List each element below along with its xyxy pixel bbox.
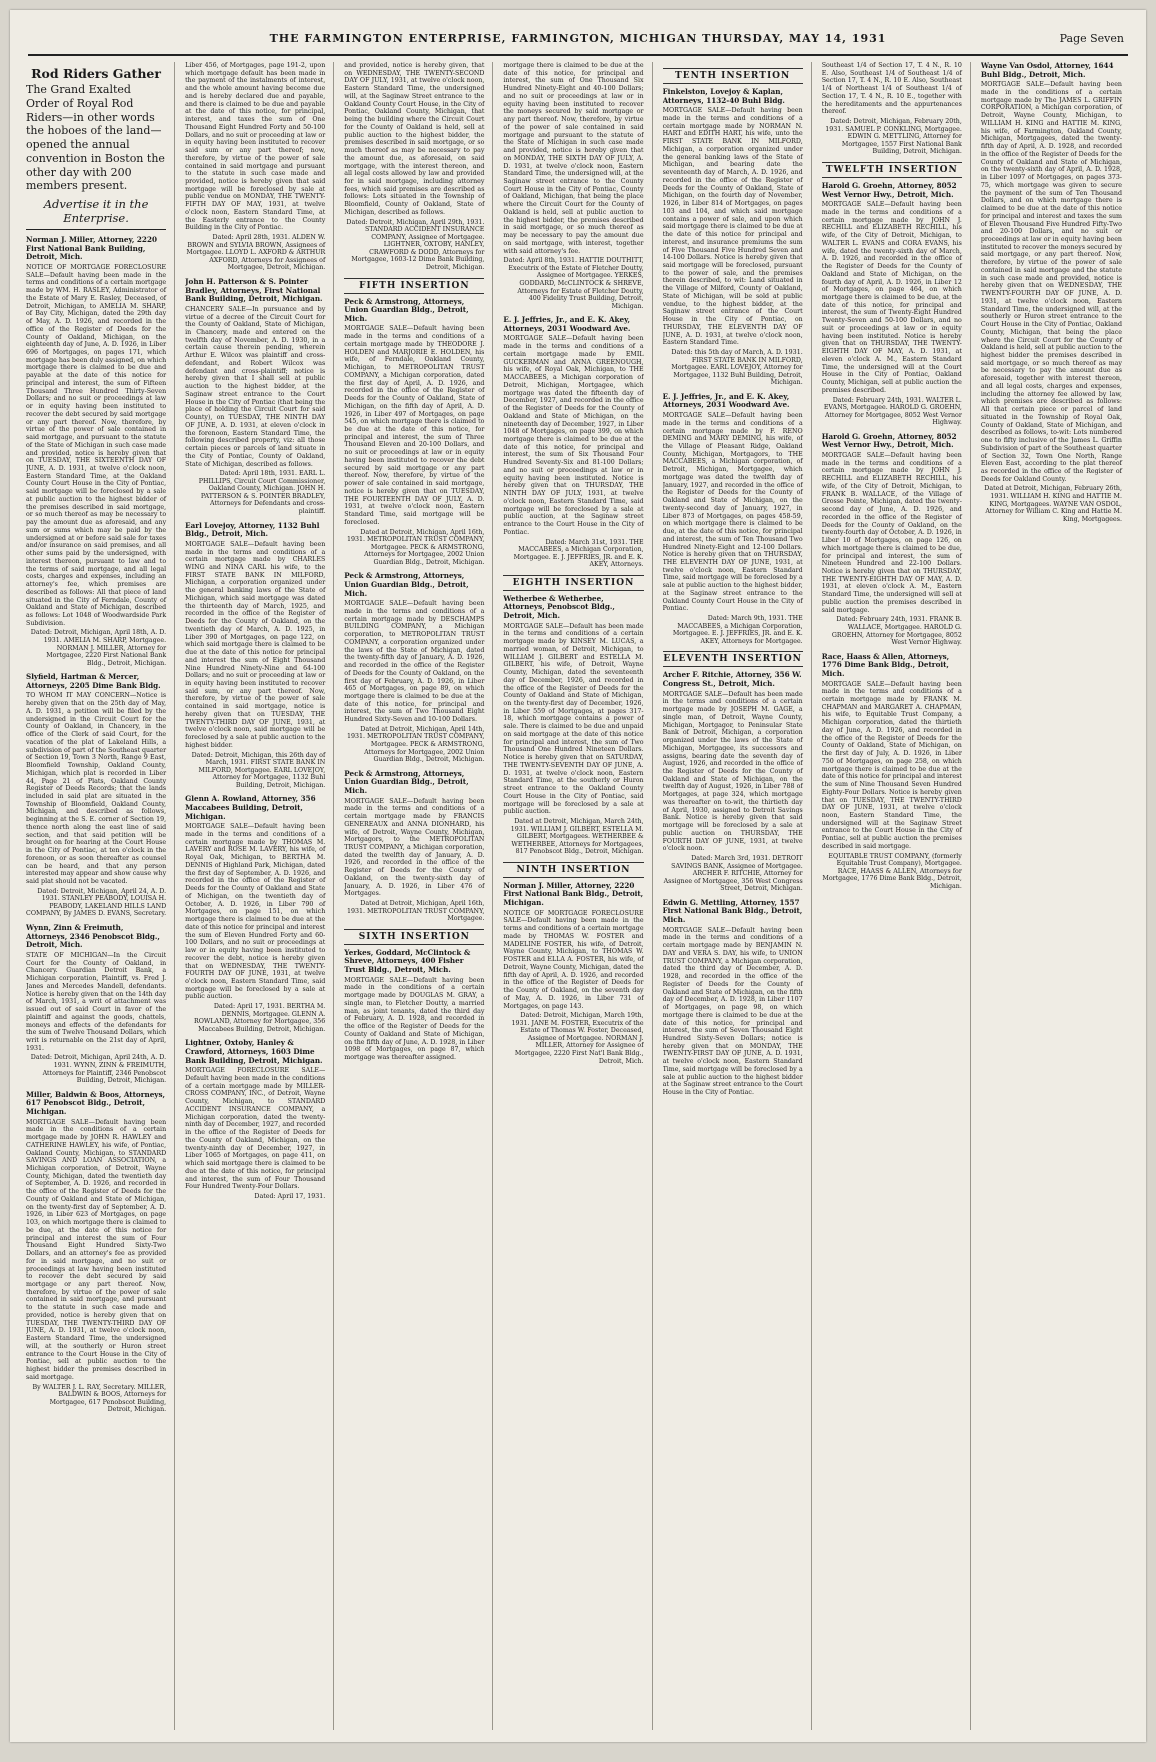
legal-notice [185,1039,325,1200]
notice-title: Race, Haass & Allen, Attorneys, 1776 Dime Bank Bldg., Detroit, Mich. [821,651,950,678]
notice-text: MORTGAGE SALE—Default having been made in the terms and conditions of a certain mortgage made by FRANK M. CHAPMAN and MARGARET A. CHAPMAN, his wife, to Equitable Trust Company, a Michigan corporation, dated the thirtieth day of June, A. D. 1926, and recorded in the office of the Register of Deeds for the County of Oakland, State of Michigan, on the first day of July, A. D. 1926, in Liber 750 of Mortgages, on page 258, on which mortgage there is claimed to be due at the date of this notice for principal and interest the sum of Nine Thousand Seven Hundred Eighty-Four Dollars. Notice is hereby given that on TUESDAY, THE TWENTY-THIRD DAY OF JUNE, 1931, at twelve o'clock noon, Eastern Standard Time, the undersigned will at the Saginaw Street entrance to the Court House in the City of Pontiac, sell at public auction the premises described in said mortgage. [821,680,962,850]
notice-text: CHANCERY SALE—In pursuance and by virtue of a decree of the Circuit Court for the County of Oakland, State of Michigan, in Chancery, made and entered on the twelfth day of November, A. D. 1930, in a certain cause therein pending, wherein Arthur E. Wilcox was plaintiff and cross-defendant, and Robert Wilcox was defendant and cross-plaintiff; notice is hereby given that I shall sell at public auction to the highest bidder, at the Saginaw street entrance to the Court House in the City of Pontiac (that being the place of holding the Circuit Court for said County), on TUESDAY, THE NINTH DAY OF JUNE, A. D. 1931, at eleven o'clock in the forenoon, Eastern Standard Time, the following described property, viz: all those certain pieces or parcels of land situate in the City of Pontiac, County of Oakland, State of Michigan, described as follows. [185,305,326,468]
notice-title: E. J. Jeffries, Jr., and E. K. Akey, Attorneys, 2031 Woodward Ave. [503,315,631,333]
legal-notice [344,62,484,272]
newspaper-page [10,10,1146,1742]
notice-title: Archer F. Ritchie, Attorney, 356 W. Congress St., Detroit, Mich. [662,670,802,688]
legal-notice [822,433,962,647]
notice-title: Wayne Van Osdol, Attorney, 1644 Buhl Bldg., Detroit, Mich. [980,62,1114,79]
insertion-header: EIGHTH INSERTION [503,575,643,591]
legal-notice [663,899,803,1097]
notice-text: MORTGAGE SALE—Default having been made in the terms and conditions of a certain mortgage made by JOHN J. RECHILL and ELIZABETH RECHILL, his wife, of the City of Detroit, Michigan, to WALTER L. EVANS and CORA EVANS, his wife, dated the twenty-sixth day of March, A. D. 1926, and recorded in the office of the Register of Deeds for the County of Oakland and State of Michigan, on the fourth day of April, A. D. 1926, in Liber 12 of Mortgages, on page 464, on which mortgage there is claimed to be due, at the date of this notice, for principal and interest, the sum of Twenty-Eight Hundred Twenty-Seven and 50-100 Dollars, and no suit or proceedings at law or in equity having been instituted. Notice is hereby given that on THURSDAY, THE TWENTY-EIGHTH DAY OF MAY, A. D. 1931, at eleven o'clock A. M., Eastern Standard Time, the undersigned will at the Court House in the City of Pontiac, Oakland County, Michigan, sell at public auction the premises described. [821,201,962,394]
notice-signature: Dated at Detroit, Michigan, February 26th, 1931. WILLIAM H. KING and HATTIE M. KING, Mortgagees. WAYNE VAN OSDOL, Attorney for William C. King and Hattie M. King, Mortgagees. [984,485,1122,523]
notice-text: MORTGAGE SALE—Default having been made in the conditions of a certain mortgage made by DOUGLAS M. GRAY, a single man, to Fletcher Doutty, a married man, as joint tenants, dated the third day of February, A. D. 1928, and recorded in the office of the Register of Deeds for the County of Oakland and State of Michigan, on the fifth day of June, A. D. 1928, in Liber 1098 of Mortgages, on page 87, which mortgage was thereafter assigned. [344,976,485,1062]
notice-signature: Dated: February 24th, 1931. FRANK B. WALLACE, Mortgagee. HAROLD G. GROEHN, Attorney for Mortgagee, 8052 West Vernor Highway. [831,616,962,647]
feature-headline: Rod Riders Gather [31,66,161,81]
notice-title: Slyfield, Hartman & Mercer, Attorneys, 2205 Dime Bank Bldg. [26,672,161,690]
notice-title: Harold G. Groehn, Attorney, 8052 West Vernor Hwy., Detroit, Mich. [821,431,957,450]
notice-signature: Dated: April 28th, 1931. ALDEN W. BROWN and SYLVIA BROWN, Assignees of Mortgagee. LLOYD L. AXFORD & ARTHUR AXFORD, Attorneys for Assignees of Mortgagee, Detroit, Michigan. [186,234,326,272]
notice-title: Finkelston, Lovejoy & Kaplan, Attorneys, 1132-40 Buhl Bldg. [662,87,785,105]
feature-tagline: Advertise it in the Enterprise. [26,197,166,230]
notice-text: MORTGAGE SALE—Default having been made in the conditions of a certain mortgage made by JOHN R. HAWLEY and CATHERINE HAWLEY, his wife, of Pontiac, Oakland County, Michigan, to STANDARD SAVINGS AND LOAN ASSOCIATION, a Michigan corporation, of Detroit, Wayne County, Michigan, dated the twentieth day of September, A. D. 1926, and recorded in the office of the Register of Deeds for the County of Oakland and State of Michigan, on the twenty-first day of September, A. D. 1926, in Liber 623 of Mortgages, on page 103, on which mortgage there is claimed to be due, at the date of this notice for principal and interest the sum of Four Thousand Eight Hundred Sixty-Two Dollars, and an attorney's fee as provided for in said mortgage, and no suit or proceedings at law having been instituted to recover the debt secured by said mortgage or any part thereof. Now, therefore, by virtue of the power of sale contained in said mortgage, and pursuant to the statute in such case made and provided, notice is hereby given that on TUESDAY, THE TWENTY-THIRD DAY OF JUNE, A. D. 1931, at twelve o'clock noon, Eastern Standard Time, the undersigned will, at the southerly or Huron street entrance to the Court House in the City of Pontiac, sell at public auction to the highest bidder the premises described in said mortgage. [26,1118,167,1381]
notice-text: MORTGAGE SALE—Default having been made in the terms and conditions of a certain mortgage made by THOMAS M. LAVERY and ROSE M. LAVERY, his wife, of Royal Oak, Michigan, to BERTHA M. DENNIS of Highland Park, Michigan, dated the first day of September, A. D. 1926, and recorded in the office of the Register of Deeds for the County of Oakland and State of Michigan, on the twentieth day of October, A. D. 1926, in Liber 790 of Mortgages, on page 151, on which mortgage there is claimed to be due at the date of this notice for principal and interest the sum of Eleven Hundred Forty and 60-100 Dollars, and no suit or proceedings at law or in equity having been instituted to recover the debt, notice is hereby given that on WEDNESDAY, THE TWENTY-FOURTH DAY OF JUNE, 1931, at twelve o'clock noon, Eastern Standard Time, said mortgage will be foreclosed by a sale at public auction. [185,823,326,1001]
notice-text: NOTICE OF MORTGAGE FORECLOSURE SALE—Default having been made in the terms and conditions of a certain mortgage made by WM. H. RASLEY, Administrator of the Estate of Mary E. Rasley, Deceased, of Detroit, Michigan, to AMELIA M. SHARP, of Bay City, Michigan, dated the 29th day of May, A. D. 1926, and recorded in the office of the Register of Deeds for the County of Oakland, Michigan, on the eighteenth day of June, A. D. 1926, in Liber 696 of Mortgages, on pages 171, which mortgage has been duly assigned, on which mortgage there is claimed to be due and payable at the date of this notice for principal and interest, the sum of Fifteen Thousand Three Hundred Thirty-Seven Dollars; and no suit or proceedings at law or in equity having been instituted to recover the debt secured by said mortgage or any part thereof. Now, therefore, by virtue of the power of sale contained in said mortgage, and pursuant to the statute of the State of Michigan in such case made and provided, notice is hereby given that on TUESDAY, THE SIXTEENTH DAY OF JUNE, A. D. 1931, at twelve o'clock noon, Eastern Standard Time, at the Oakland County Court House in the City of Pontiac, said mortgage will be foreclosed by a sale at public auction to the highest bidder of the premises described in said mortgage, or so much thereof as may be necessary to pay the amount due as aforesaid, and any sum or sums which may be paid by the undersigned at or before said sale for taxes and/or insurance on said premises, and all other sums paid by the undersigned, with interest thereon, pursuant to law and to the terms of said mortgage, and all legal costs, charges and expenses, including an attorney's fee, which premises are described as follows: All that piece of land situated in the City of Ferndale, County of Oakland and State of Michigan, described as follows: Lot 1048 of Woodwardside Park Subdivision. [26,263,167,627]
legal-notice [663,393,803,646]
notice-signature: Dated: April 8th, 1931. HATTIE DOUTHITT, Executrix of the Estate of Fletcher Doutty, Assignee of Mortgagee. YERKES, GODDARD, McCLINTOCK & SHREVE, Attorneys for Estate of Fletcher Doutty, 400 Fidelity Trust Building, Detroit, Michigan. [503,257,644,310]
legal-notice [344,298,484,567]
legal-notice [503,62,643,310]
legal-notice [503,316,643,569]
notice-title: Norman J. Miller, Attorney, 2220 First National Bank Bldg., Detroit, Michigan. [503,880,644,908]
legal-notice [663,671,803,892]
legal-notice [822,62,962,156]
notice-signature: Dated at Detroit, Michigan, April 16th, 1931. METROPOLITAN TRUST COMPANY, Mortgagee. [347,900,485,923]
legal-notice [26,236,166,667]
notice-text: TO WHOM IT MAY CONCERN—Notice is hereby given that on the 25th day of May, A. D. 1931, a petition will be filed by the undersigned in the Circuit Court for the County of Oakland, in Chancery, in the office of the Clerk of said Court, for the vacation of the plat of Lakeland Hills, a subdivision of part of the Southeast quarter of Section 19, Town 3 North, Range 9 East, Bloomfield Township, Oakland County, Michigan, which plat is recorded in Liber 44, Page 21 of Plats, Oakland County Register of Deeds Records; that the lands included in said plat are situated in the Township of Bloomfield, Oakland County, Michigan, and described as follows, beginning at the S. E. corner of Section 19, thence north along the east line of said section, and that said petition will be brought on for hearing at the Court House in the City of Pontiac, at ten o'clock in the forenoon, or as soon thereafter as counsel can be heard, and that any person interested may appear and show cause why said plat should not be vacated. [26,692,167,886]
notice-text: MORTGAGE SALE—Default having been made in the terms and conditions of a certain mortgage made by F. RENO DEMING and MARY DEMING, his wife, of the Village of Pleasant Ridge, Oakland County, Michigan, Mortgagors, to THE MACCABEES, a Michigan corporation, of Detroit, Michigan, Mortgagee, which mortgage was dated the twelfth day of January, 1927, and recorded in the office of the Register of Deeds for the County of Oakland and State of Michigan, on the twenty-second day of January, 1927, in Liber 873 of Mortgages, on pages 458-59, on which mortgage there is claimed to be due, at the date of this notice, for principal and interest, the sum of Ten Thousand Two Hundred Ninety-Eight and 12-100 Dollars. Notice is hereby given that on THURSDAY, THE ELEVENTH DAY OF JUNE, 1931, at twelve o'clock noon, Eastern Standard Time, said mortgage will be foreclosed by a sale at public auction to the highest bidder, at the Saginaw street entrance to the Oakland County Court House in the City of Pontiac. [662,412,803,613]
legal-notice [26,673,166,918]
column-2 [185,62,334,1730]
legal-notice [503,595,643,856]
notice-title: Peck & Armstrong, Attorneys, Union Guardian Bldg., Detroit, Mich. [344,768,469,795]
notice-text: MORTGAGE SALE—Default has been made in the terms and conditions of a certain mortgage made by JOSEPH M. GAGE, a single man, of Detroit, Wayne County, Michigan, Mortgagor, to Peninsular State Bank of Detroit, Michigan, a corporation organized under the laws of the State of Michigan, Mortgagee, its successors and assigns, bearing date the seventh day of August, 1926, and recorded in the office of the Register of Deeds for the County of Oakland and State of Michigan, on the twelfth day of August, 1926, in Liber 788 of Mortgages, at page 324, which mortgage was thereafter on to-wit, the thirtieth day of April, 1930, assigned to Detroit Savings Bank. Notice is hereby given that said mortgage will be foreclosed by a sale at public auction on THURSDAY, THE FOURTH DAY OF JUNE, 1931, at twelve o'clock noon. [662,690,803,853]
notice-signature: Dated: April 18th, 1931. EARL L. PHILLIPS, Circuit Court Commissioner, Oakland County, Michigan. JOHN H. PATTERSON & S. POINTER BRADLEY, Attorneys for Defendants and cross-plaintiff. [198,470,326,515]
notice-text: MORTGAGE SALE—Default having been made in the terms and conditions of a certain mortgage made by CHARLES WING and NINA CARL his wife, to the FIRST STATE BANK IN MILFORD, Michigan, a corporation organized under the general banking laws of the State of Michigan, which said mortgage was dated the thirteenth day of March, 1925, and recorded in the office of the Register of Deeds for the County of Oakland, on the twentieth day of March, A. D. 1925, in Liber 390 of Mortgages, on page 122, on which said mortgage there is claimed to be due at the date of this notice for principal and interest the sum of Eight Thousand Nine Hundred Ninety-Nine and 64-100 Dollars; and no suit or proceeding at law or in equity having been instituted to recover said sum, or any part thereof. Now, therefore, by virtue of the power of sale contained in said mortgage, notice is hereby given that on TUESDAY, THE TWENTY-THIRD DAY OF JUNE, 1931, at twelve o'clock noon, said mortgage will be foreclosed by a sale at public auction to the highest bidder. [185,540,326,749]
notice-text: MORTGAGE SALE—Default having been made in the conditions of a certain mortgage made by The JAMES L. GRIFFIN CORPORATION, a Michigan corporation, of Detroit, Wayne County, Michigan, to WILLIAM H. KING and HATTIE M. KING, his wife, of Farmington, Oakland County, Michigan, Mortgagees, dated the twenty-fifth day of April, A. D. 1928, and recorded in the office of the Register of Deeds for the County of Oakland and State of Michigan, on the twenty-sixth day of April, A. D. 1928, in Liber 1097 of Mortgages, on pages 373-75, which mortgage was given to secure the payment of the sum of Ten Thousand Dollars, and on which mortgage there is claimed to be due at the date of this notice for principal and interest and taxes the sum of Eleven Thousand Five Hundred Fifty-Two and 20-100 Dollars, and no suit or proceedings at law or in equity having been instituted to recover the moneys secured by said mortgage, or any part thereof. Now, therefore, by virtue of the power of sale contained in said mortgage and the statute in such case made and provided, notice is hereby given that on WEDNESDAY, THE TWENTY-FOURTH DAY OF JUNE, A. D. 1931, at twelve o'clock noon, Eastern Standard Time, the undersigned will, at the southerly or Huron street entrance to the Court House in the City of Pontiac, Oakland County, Michigan, that being the place where the Circuit Court for the County of Oakland is held, sell at public auction to the highest bidder the premises described in said mortgage, or so much thereof as may be necessary to pay the amount due as aforesaid, together with interest thereon, and all legal costs, charges and expenses, including the attorney fee allowed by law, which premises are described as follows: All that certain piece or parcel of land situated in the Township of Royal Oak, County of Oakland, State of Michigan, and described as follows, to-wit: Lots numbered one to fifty inclusive of the James L. Griffin Subdivision of part of the Southeast quarter of Section 32, Town One North, Range Eleven East, according to the plat thereof as recorded in the office of the Register of Deeds for Oakland County. [980,81,1122,483]
legal-notice [981,62,1122,523]
notice-text: MORTGAGE SALE—Default has been made in the terms and conditions of a certain mortgage made by KINSEY M. LUCAS, a married woman, of Detroit, Michigan, to WILLIAM J. GILBERT and ESTELLA M. GILBERT, his wife, of Detroit, Wayne County, Michigan, dated the seventeenth day of December, 1926, and recorded in the office of the Register of Deeds for the County of Oakland and State of Michigan, on the twenty-first day of December, 1926, in Liber 559 of Mortgages, at pages 317-18, which mortgage contains a power of sale. There is claimed to be due and unpaid on said mortgage at the date of this notice for principal and interest, the sum of Two Thousand One Hundred Nineteen Dollars. Notice is hereby given that on SATURDAY, THE TWENTY-SEVENTH DAY OF JUNE, A. D. 1931, at twelve o'clock noon, Eastern Standard Time, at the southerly or Huron street entrance to the Oakland County Court House in the City of Pontiac, said mortgage will be foreclosed by a sale at public auction. [503,622,644,816]
notice-title: Earl Lovejoy, Attorney, 1132 Buhl Bldg., Detroit, Mich. [185,520,320,539]
notice-signature: Dated: Detroit, Michigan, March 19th, 1931. JANE M. FOSTER, Executrix of the Estate of Thomas W. Foster, Deceased, Assignee of Mortgagee. NORMAN J. MILLER, Attorney for Assignee of Mortgagee, 2220 First Nat'l Bank Bldg., Detroit, Mich. [511,1012,644,1065]
notice-title: Peck & Armstrong, Attorneys, Union Guardian Bldg., Detroit, Mich. [344,571,469,598]
column-4 [503,62,652,1730]
notice-text: MORTGAGE SALE—Default having been made in the terms and conditions of a certain mortgage made by FRANCIS GENEREAUX and ANNA DIONHARD, his wife, of Detroit, Wayne County, Michigan, Mortgagors, to the METROPOLITAN TRUST COMPANY, a Michigan corporation, dated the twelfth day of January, A. D. 1926, and recorded in the office of the Register of Deeds for the County of Oakland, on the twenty-sixth day of January, A. D. 1926, in Liber 476 of Mortgages. [344,797,485,898]
notice-text: MORTGAGE SALE—Default having been made in the terms and conditions of a certain mortgage made by JOHN J. RECHILL and ELIZABETH RECHILL, his wife, of the City of Detroit, Michigan, to FRANK B. WALLACE, of the Village of Grosse Pointe, Michigan, dated the twenty-second day of June, A. D. 1926, and recorded in the office of the Register of Deeds for the County of Oakland, on the twenty-fourth day of October, A. D. 1926, in Liber 10 of Mortgages, on page 126, on which mortgage there is claimed to be due, for principal and interest, the sum of Nineteen Hundred and 22-100 Dollars. Notice is hereby given that on THURSDAY, THE TWENTY-EIGHTH DAY OF MAY, A. D. 1931, at eleven o'clock A. M., Eastern Standard Time, the undersigned will sell at public auction the premises described in said mortgage. [821,451,962,614]
notice-signature: Dated: March 3rd, 1931. DETROIT SAVINGS BANK, Assignee of Mortgagee. ARCHER F. RITCHIE, Attorney for Assignee of Mortgagee, 356 West Congress Street, Detroit, Michigan. [663,855,803,893]
legal-notice [185,522,325,790]
legal-notice [344,770,484,923]
notice-title: Peck & Armstrong, Attorneys, Union Guardian Bldg., Detroit, Mich. [344,296,469,323]
notice-signature: Dated: Detroit, Michigan, April 29th, 1931. STANDARD ACCIDENT INSURANCE COMPANY, Assignee of Mortgagee. LIGHTNER, OXTOBY, HANLEY, CRAWFORD & DODD, Attorneys for Mortgagee, 1603-12 Dime Bank Building, Detroit, Michigan. [346,218,485,271]
legal-notice [185,278,325,516]
notice-text: and provided, notice is hereby given, that on WEDNESDAY, THE TWENTY-SECOND DAY OF JULY, 1931, at twelve o'clock noon, Eastern Standard Time, the undersigned will, at the Saginaw Street entrance to the Oakland County Court House, in the City of Pontiac, Oakland County, Michigan, that being the building where the Circuit Court for the County of Oakland is held, sell at public auction to the highest bidder, the premises described in said mortgage, or so much thereof as may be necessary to pay the amount due, as aforesaid, on said mortgage, with the interest thereon, and all legal costs allowed by law and provided for in said mortgage, including attorney fees, which said premises are described as follows: Lots situated in the Township of Bloomfield, County of Oakland, State of Michigan, described as follows. [344,62,485,216]
notice-signature: Dated: February 24th, 1931. WALTER L. EVANS, Mortgagee. HAROLD G. GROEHN, Attorney for Mortgagee, 8052 West Vernor Highway. [823,396,962,427]
notice-title: John H. Patterson & S. Pointer Bradley, Attorneys, First National Bank Building, Detroit, Michigan. [185,276,323,304]
notice-text: MORTGAGE SALE—Default having been made in the terms and conditions of a certain mortgage made by THEODORE J. HOLDEN and MARJORIE E. HOLDEN, his wife, of Ferndale, Oakland County, Michigan, to METROPOLITAN TRUST COMPANY, a Michigan corporation, dated the first day of April, A. D. 1926, and recorded in the office of the Register of Deeds for the County of Oakland, State of Michigan, on the fifth day of April, A. D. 1926, in Liber 497 of Mortgages, on page 545, on which mortgage there is claimed to be due at the date of this notice, for principal and interest, the sum of Three Thousand Eleven and 20-100 Dollars, and no suit or proceedings at law or in equity having been instituted to recover the debt secured by said mortgage or any part thereof. Now, therefore, by virtue of the power of sale contained in said mortgage, notice is hereby given that on TUESDAY, THE FOURTEENTH DAY OF JULY, A. D. 1931, at twelve o'clock noon, Eastern Standard Time, said mortgage will be foreclosed. [344,325,485,526]
notice-title: Miller, Baldwin & Boos, Attorneys, 617 Penobscot Bldg., Detroit, Michigan. [26,1089,166,1116]
notice-signature: Dated at Detroit, Michigan, April 14th, 1931. METROPOLITAN TRUST COMPANY, Mortgagee. PECK & ARMSTRONG, Attorneys for Mortgagee, 2002 Union Guardian Bldg., Detroit, Michigan. [347,725,485,764]
notice-title: Yerkes, Goddard, McClintock & Shreve, Attorneys, 400 Fisher Trust Bldg., Detroit, Mich. [344,947,471,975]
notice-title: Norman J. Miller, Attorney, 2220 First National Bank Building, Detroit, Mich. [26,235,157,262]
columns [26,62,1130,1730]
column-3 [344,62,493,1730]
notice-signature: Dated: Detroit, Michigan, April 18th, A. D. 1931. AMELIA M. SHARP, Mortgagee. NORMAN J. MILLER, Attorney for Mortgagee, 2220 First National Bank Bldg., Detroit, Michigan. [30,629,167,667]
page-number: Page Seven [1059,32,1124,45]
legal-notice [344,949,484,1062]
insertion-header: TWELFTH INSERTION [822,162,962,178]
notice-signature: Dated: Detroit, Michigan, February 20th, 1931. SAMUEL P. CONKLING, Mortgagee. EDWIN G. METTLING, Attorney for Mortgagee, 1557 First National Bank Building, Detroit, Michigan. [825,118,962,156]
notice-text: MORTGAGE SALE—Default having been made in the terms and conditions of a certain mortgage made by EMIL GUCKERMAN and ANNA GREENOUGH, his wife, of Royal Oak, Michigan, to THE MACCABEES, a Michigan corporation of Detroit, Michigan, Mortgagee, which mortgage was dated the fifteenth day of December, 1927, and recorded in the office of the Register of Deeds for the County of Oakland and State of Michigan, on the nineteenth day of December, 1927, in Liber 1048 of Mortgages, on page 399, on which mortgage there is claimed to be due at the date of this notice, for principal and interest, the sum of Six Thousand Four Hundred Seventy-Six and 81-100 Dollars; and no suit or proceedings at law or in equity having been instituted. Notice is hereby given that on THURSDAY, THE NINTH DAY OF JULY, 1931, at twelve o'clock noon, Eastern Standard Time, said mortgage will be foreclosed by a sale at public auction, at the Saginaw street entrance to the Court House in the City of Pontiac. [503,335,644,536]
legal-notice [26,1091,166,1414]
column-1 [26,62,175,1730]
notice-text: STATE OF MICHIGAN—In the Circuit Court for the County of Oakland, in Chancery. Guardian Detroit Bank, a Michigan corporation, Plaintiff, vs. Fred J. Janes and Mercedes Mandell, defendants. Notice is hereby given that on the 14th day of March, 1931, a writ of attachment was issued out of said Court in favor of the plaintiff and against the goods, chattels, moneys and effects of the defendants for the sum of Twelve Thousand Dollars, which writ is returnable on the 21st day of April, 1931. [26,951,167,1052]
notice-title: E. J. Jeffries, Jr., and E. K. Akey, Attorneys, 2031 Woodward Ave. [662,391,790,410]
notice-signature: Dated: Detroit, Michigan, this 26th day of March, 1931. FIRST STATE BANK IN MILFORD, Mortgagee. EARL LOVEJOY, Attorney for Mortgagee, 1132 Buhl Building, Detroit, Michigan. [191,751,326,789]
legal-notice [822,653,962,891]
legal-notice [663,88,803,387]
notice-text: MORTGAGE SALE—Default having been made in the terms and conditions of a certain mortgage made by BENJAMIN N. DAY and VERA S. DAY, his wife, to UNION TRUST COMPANY, a Michigan corporation, dated the third day of December, A. D. 1928, and recorded in the office of the Register of Deeds for the County of Oakland and State of Michigan, on the fifth day of December, A. D. 1928, in Liber 1107 of Mortgages, on page 98, on which mortgage there is claimed to be due at the date of this notice, for principal and interest, the sum of Seven Thousand Eight Hundred Sixty-Seven Dollars; notice is hereby given that on MONDAY, THE TWENTY-FIRST DAY OF JUNE, A. D. 1931, at twelve o'clock noon, Eastern Standard Time, said mortgage will be foreclosed by a sale at public auction to the highest bidder at the Saginaw street entrance to the Court House in the City of Pontiac. [662,926,803,1097]
notice-text: MORTGAGE SALE—Default having been made in the terms and conditions of a certain mortgage made by DESCHAMPS BUILDING COMPANY, a Michigan corporation, to METROPOLITAN TRUST COMPANY, a corporation organized under the laws of the State of Michigan, dated the twenty-fifth day of January, A. D. 1926, and recorded in the office of the Register of Deeds for the County of Oakland, on the first day of February, A. D. 1926, in Liber 465 of Mortgages, on page 89, on which mortgage there is claimed to be due at the date of this notice, for principal and interest, the sum of Two Thousand Eight Hundred Sixty-Seven and 10-100 Dollars. [344,600,485,724]
legal-notice [822,182,962,427]
notice-signature: Dated: March 31st, 1931. THE MACCABEES, a Michigan Corporation, Mortgagee. E. J. JEFFRIES, JR. and E. K. AKEY, Attorneys. [513,538,644,569]
legal-notice [344,572,484,763]
insertion-header: SIXTH INSERTION [344,929,484,945]
legal-notice [185,62,325,272]
notice-signature: EQUITABLE TRUST COMPANY, (formerly Equitable Trust Company), Mortgagee. RACE, HAASS & ALLEN, Attorneys for Mortgagee, 1776 Dime Bank Bldg., Detroit, Michigan. [822,852,962,890]
notice-title: Lightner, Oxtoby, Hanley & Crawford, Attorneys, 1603 Dime Bank Building, Detroit, Michigan. [185,1038,323,1065]
notice-text: Southeast 1/4 of Section 17, T. 4 N., R. 10 E. Also, Southeast 1/4 of Southeast 1/4 of Section 17, T. 4 N., R. 10 E. Also, Southeast 1/4 of Northeast 1/4 of Southeast 1/4 of Section 17, T. 4 N., R. 10 E., together with the hereditaments and the appurtenances thereof. [821,62,962,116]
notice-text: mortgage there is claimed to be due at the date of this notice, for principal and interest, the sum of One Thousand Six Hundred Ninety-Eight and 40-100 Dollars; and no suit or proceedings at law or in equity having been instituted to recover the moneys secured by said mortgage or any part thereof. Now, therefore, by virtue of the power of sale contained in said mortgage and pursuant to the statute of the State of Michigan in such case made and provided, notice is hereby given that on MONDAY, THE SIXTH DAY OF JULY, A. D. 1931, at twelve o'clock noon, Eastern Standard Time, the undersigned will, at the Saginaw street entrance to the County Court House in the City of Pontiac, County of Oakland, Michigan, that being the place where the Circuit Court for the County of Oakland is held, sell at public auction to the highest bidder, the premises described in said mortgage, or so much thereof as may be necessary to pay the amount due on said mortgage, with interest, together with said attorney's fee. [503,62,644,255]
insertion-header: TENTH INSERTION [663,68,803,84]
legal-notice [503,882,643,1065]
legal-notice [26,924,166,1085]
notice-signature: Dated at Detroit, Michigan, March 24th, 1931. WILLIAM J. GILBERT, ESTELLA M. GILBERT, Mortgagees. WETHERBEE & WETHERBEE, Attorneys for Mortgagees, 817 Penobscot Bldg., Detroit, Michigan. [510,818,644,856]
notice-text: MORTGAGE SALE—Default having been made in the terms and conditions of a certain mortgage made by NORMAN N. HART and EDITH HART, his wife, unto the FIRST STATE BANK IN MILFORD, Michigan, a corporation organized under the general banking laws of the State of Michigan, and bearing date the seventeenth day of March, A. D. 1926, and recorded in the office of the Register of Deeds for the County of Oakland, State of Michigan, on the fourth day of November, 1926, in Liber 814 of Mortgages, on pages 103 and 104, and which said mortgage contains a power of sale, and upon which said mortgage there is claimed to be due at the date of this notice for principal and interest, and insurance premiums the sum of Five Thousand Five Hundred Seven and 14-100 Dollars. Notice is hereby given that said mortgage will be foreclosed, pursuant to the power of sale, and the premises therein described, to wit: Land situated in the Village of Milford, County of Oakland, State of Michigan, will be sold at public vendue, to the highest bidder, at the Saginaw street entrance of the Court House in the City of Pontiac, on THURSDAY, THE ELEVENTH DAY OF JUNE, A. D. 1931, at twelve o'clock noon, Eastern Standard Time. [662,107,803,347]
notice-signature: Dated: this 5th day of March, A. D. 1931. FIRST STATE BANK IN MILFORD, Mortgagee. EARL LOVEJOY, Attorney for Mortgagee, 1132 Buhl Building, Detroit, Michigan. [671,349,803,387]
insertion-header: NINTH INSERTION [503,862,643,878]
legal-notice [185,795,325,1033]
notice-text: MORTGAGE FORECLOSURE SALE—Default having been made in the conditions of a certain mortgage made by MILLER-CROSS COMPANY, INC., of Detroit, Wayne County, Michigan, to STANDARD ACCIDENT INSURANCE COMPANY, a Michigan corporation, dated the twenty-ninth day of December, 1927, and recorded in the office of the Register of Deeds for the County of Oakland, Michigan, on the twenty-ninth day of December, 1927, in Liber 1065 of Mortgages, on page 411, on which said mortgage there is claimed to be due at the date of this notice, for principal and interest, the sum of Four Thousand Four Hundred Twenty-Four Dollars. [185,1067,326,1191]
column-6 [822,62,971,1730]
notice-title: Glenn A. Rowland, Attorney, 356 Maccabees Building, Detroit, Michigan. [185,794,316,821]
notice-text: NOTICE OF MORTGAGE FORECLOSURE SALE—Default having been made in the terms and conditions of a certain mortgage made by THOMAS W. FOSTER and MADELINE FOSTER, his wife, of Detroit, Wayne County, Michigan, to THOMAS W. FOSTER and ELLA A. FOSTER, his wife, of Detroit, Wayne County, Michigan, dated the fifth day of April, A. D. 1926, and recorded in the office of the Register of Deeds for the County of Oakland, on the seventh day of May, A. D. 1926, in Liber 731 of Mortgages, on page 143. [503,909,644,1010]
column-7 [981,62,1130,1730]
masthead [28,20,1128,56]
masthead-title: THE FARMINGTON ENTERPRISE, FARMINGTON, MICHIGAN THURSDAY, MAY 14, 1931 [269,32,887,45]
notice-title: Wynn, Zinn & Freimuth, Attorneys, 2346 Penobscot Bldg., Detroit, Mich. [26,923,160,950]
notice-signature: Dated: Detroit, Michigan, April 24th, A. D. 1931. WYNN, ZINN & FREIMUTH, Attorneys for Plaintiff, 2346 Penobscot Building, Detroit, Michigan. [30,1054,167,1085]
notice-signature: Dated: March 9th, 1931. THE MACCABEES, a Michigan Corporation, Mortgagee. E. J. JEFFRIES, JR. and E. K. AKEY, Attorneys for Mortgagee. [672,615,803,645]
column-5 [663,62,812,1730]
notice-signature: Dated at Detroit, Michigan, April 16th, 1931. METROPOLITAN TRUST COMPANY, Mortgagee. PECK & ARMSTRONG, Attorneys for Mortgagee, 2002 Union Guardian Bldg., Detroit, Michigan. [347,528,485,566]
insertion-header: FIFTH INSERTION [344,278,484,294]
feature-lead: The Grand Exalted Order of Royal Rod Riders—in other words the hoboes of the land—opened the annual convention in Boston the other day with 200 members present. [26,83,165,193]
notice-title: Harold G. Groehn, Attorney, 8052 West Vernor Hwy., Detroit, Mich. [821,180,957,199]
notice-signature: Dated: Detroit, Michigan, April 24, A. D. 1931. STANLEY PEABODY, LOUISA H. PEABODY, LAKELAND HILLS LAND COMPANY, By JAMES D. EVANS, Secretary. [26,887,167,918]
notice-text: Liber 456, of Mortgages, page 191-2, upon which mortgage default has been made in the payment of the instalments of interest, and the whole amount having become due and is hereby declared due and payable, and there is claimed to be due and payable at the date of this notice, for principal, interest, and taxes the sum of One Thousand Eight Hundred Forty and 50-100 Dollars, and no suit or proceeding at law or in equity having been instituted to recover said sum or any part thereof; now, therefore, by virtue of the power of sale contained in said mortgage and pursuant to the statute in such case made and provided, notice is hereby given that said mortgage will be foreclosed by sale at public vendue on MONDAY, THE TWENTY-FIFTH DAY OF MAY, 1931, at twelve o'clock noon, Eastern Standard Time, at the Easterly entrance to the County Building in the City of Pontiac. [185,62,326,232]
insertion-header: ELEVENTH INSERTION [663,651,803,667]
notice-title: Wetherbee & Wetherbee, Attorneys, Penobscot Bldg., Detroit, Mich. [503,593,615,621]
notice-signature: Dated: April 17, 1931. BERTHA M. DENNIS, Mortgagee. GLENN A. ROWLAND, Attorney for Mortgagee, 356 Maccabees Building, Detroit, Michigan. [193,1003,326,1033]
notice-title: Edwin G. Mettling, Attorney, 1557 First National Bank Bldg., Detroit, Mich. [662,897,803,925]
notice-signature: By WALTER J. L. RAY, Secretary. MILLER, BALDWIN & BOOS, Attorneys for Mortgagee, 617 Penobscot Building, Detroit, Michigan. [32,1383,167,1414]
notice-signature: Dated: April 17, 1931. [254,1193,326,1201]
